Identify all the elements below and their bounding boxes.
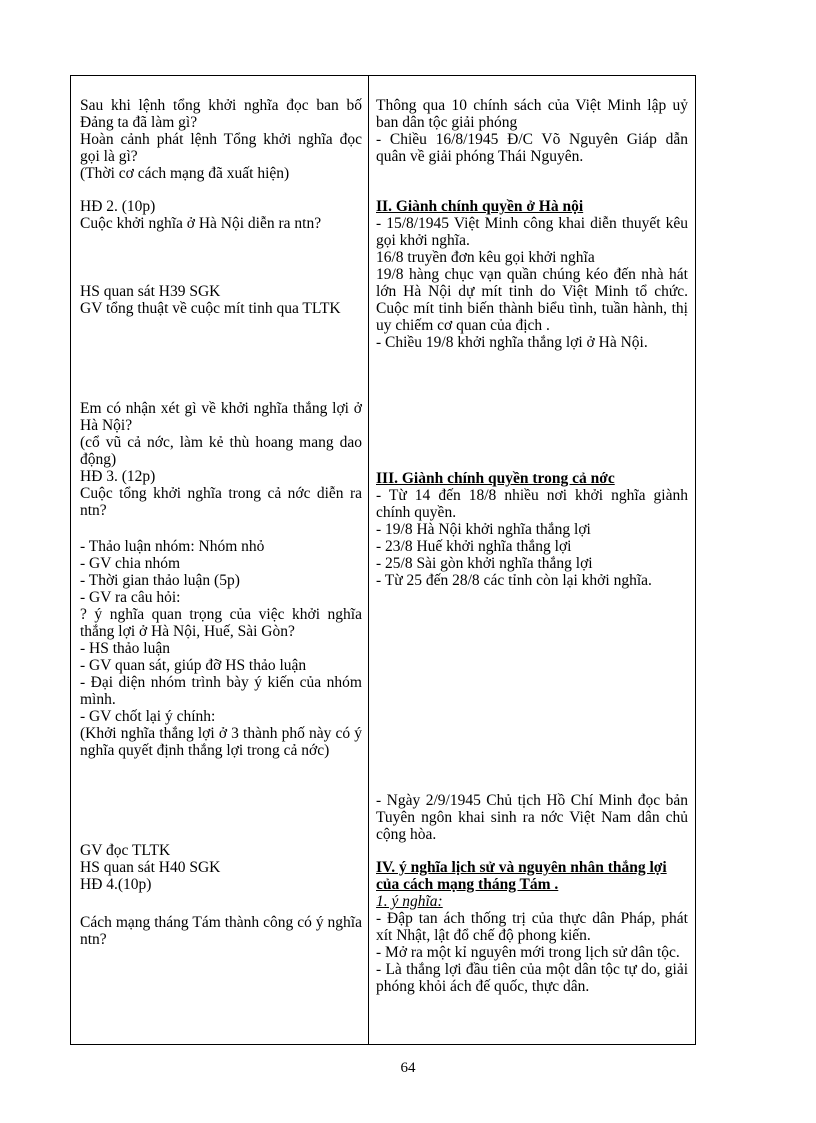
- text-line: HĐ 4.(10p): [80, 876, 152, 893]
- text-line: GV đọc TLTK: [80, 842, 171, 859]
- heading-text: II. Giành chính quyền ở Hà nội: [376, 198, 584, 215]
- text-line: - Đại diện nhóm trình bày ý kiến của nhóm mình.: [80, 674, 362, 708]
- text-line: - GV chia nhóm: [80, 555, 181, 572]
- section-heading-4: [376, 859, 688, 893]
- text-line: - Là thắng lợi đầu tiên của một dân tộc tự do, giải phóng khỏi ách đế quốc, thực dân.: [376, 961, 688, 995]
- text-line: - Từ 14 đến 18/8 nhiều nơi khởi nghĩa giành chính quyền.: [376, 487, 688, 521]
- subheading-text: 1. ý nghĩa:: [376, 893, 443, 910]
- text-line: - Đập tan ách thống trị của thực dân Pháp, phát xít Nhật, lật đổ chế độ phong kiến.: [376, 910, 688, 944]
- text-line: - Mở ra một kỉ nguyên mới trong lịch sử dân tộc.: [376, 944, 680, 961]
- text-line: Em có nhận xét gì về khởi nghĩa thắng lợi ở Hà Nội?: [80, 400, 362, 434]
- text-line: - 19/8 Hà Nội khởi nghĩa thắng lợi: [376, 521, 591, 538]
- text-line: - GV quan sát, giúp đỡ HS thảo luận: [80, 657, 307, 674]
- text-line: Cách mạng tháng Tám thành công có ý nghĩa ntn?: [80, 914, 362, 948]
- text-line: 19/8 hàng chục vạn quần chúng kéo đến nhà hát lớn Hà Nội dự mít tinh do Việt Minh tổ chức. Cuộc mít tinh biến thành biểu tình, tuần hành, thị uy chiếm cơ quan của địch .: [376, 266, 688, 334]
- text-line: - Thảo luận nhóm: Nhóm nhỏ: [80, 538, 265, 555]
- left-block-observe: [80, 283, 362, 317]
- text-line: - Thời gian thảo luận (5p): [80, 572, 240, 589]
- text-line: Sau khi lệnh tổng khởi nghĩa đọc ban bố Đảng ta đã làm gì?: [80, 97, 362, 131]
- text-line: Hoàn cảnh phát lệnh Tổng khởi nghĩa đọc gọi là gì?: [80, 131, 362, 165]
- text-line: (Khởi nghĩa thắng lợi ở 3 thành phố này có ý nghĩa quyết định thắng lợi trong cả nớc): [80, 725, 362, 759]
- text-line: HS quan sát H39 SGK: [80, 283, 221, 300]
- right-block-hanoi: [376, 215, 688, 351]
- left-block-questions: [80, 97, 362, 182]
- text-line: 16/8 truyền đơn kêu gọi khởi nghĩa: [376, 249, 595, 266]
- text-line: - Từ 25 đến 28/8 các tỉnh còn lại khởi nghĩa.: [376, 572, 652, 589]
- left-block-hd4: [80, 842, 362, 893]
- text-line: Cuộc khởi nghĩa ở Hà Nội diễn ra ntn?: [80, 215, 322, 232]
- right-block-meaning: [376, 910, 688, 995]
- left-block-meaning-question: [80, 914, 362, 948]
- text-line: HĐ 3. (12p): [80, 468, 156, 485]
- text-line: HS quan sát H40 SGK: [80, 859, 221, 876]
- text-line: - GV ra câu hỏi:: [80, 589, 181, 606]
- text-line: - 25/8 Sài gòn khởi nghĩa thắng lợi: [376, 555, 593, 572]
- text-line: - HS thảo luận: [80, 640, 170, 657]
- left-block-hd3: [80, 400, 362, 519]
- right-block-nationwide: [376, 487, 688, 589]
- text-line: ? ý nghĩa quan trọng của việc khởi nghĩa thắng lợi ở Hà Nội, Huế, Sài Gòn?: [80, 606, 362, 640]
- text-line: GV tổng thuật về cuộc mít tinh qua TLTK: [80, 300, 341, 317]
- page-number: 64: [400, 1060, 416, 1076]
- column-divider: [368, 75, 369, 1045]
- text-line: - 23/8 Huế khởi nghĩa thắng lợi: [376, 538, 572, 555]
- text-line: - Chiều 16/8/1945 Đ/C Võ Nguyên Giáp dẫn quân về giải phóng Thái Nguyên.: [376, 131, 688, 165]
- heading-text: IV. ý nghĩa lịch sử và nguyên nhân thắng lợi của cách mạng tháng Tám .: [376, 859, 667, 893]
- left-block-hd2: [80, 198, 362, 232]
- text-line: Thông qua 10 chính sách của Việt Minh lập uỷ ban dân tộc giải phóng: [376, 97, 688, 131]
- text-line: - Ngày 2/9/1945 Chủ tịch Hồ Chí Minh đọc bản Tuyên ngôn khai sinh ra nớc Việt Nam dân chủ cộng hòa.: [376, 792, 688, 843]
- text-line: (Thời cơ cách mạng đã xuất hiện): [80, 165, 290, 182]
- left-block-discussion: [80, 538, 362, 759]
- text-line: - Chiều 19/8 khởi nghĩa thắng lợi ở Hà Nội.: [376, 334, 648, 351]
- heading-text: III. Giành chính quyền trong cả nớc: [376, 470, 615, 487]
- text-line: Cuộc tổng khởi nghĩa trong cả nớc diễn ra ntn?: [80, 485, 362, 519]
- text-line: HĐ 2. (10p): [80, 198, 156, 215]
- right-block-independence: [376, 792, 688, 843]
- section-heading-3: [376, 470, 688, 487]
- text-line: (cổ vũ cả nớc, làm kẻ thù hoang mang dao động): [80, 434, 362, 468]
- text-line: - GV chốt lại ý chính:: [80, 708, 216, 725]
- right-block-intro: [376, 97, 688, 165]
- text-line: - 15/8/1945 Việt Minh công khai diễn thuyết kêu gọi khởi nghĩa.: [376, 215, 688, 249]
- section-heading-2: [376, 198, 688, 215]
- subheading-meaning: [376, 893, 688, 910]
